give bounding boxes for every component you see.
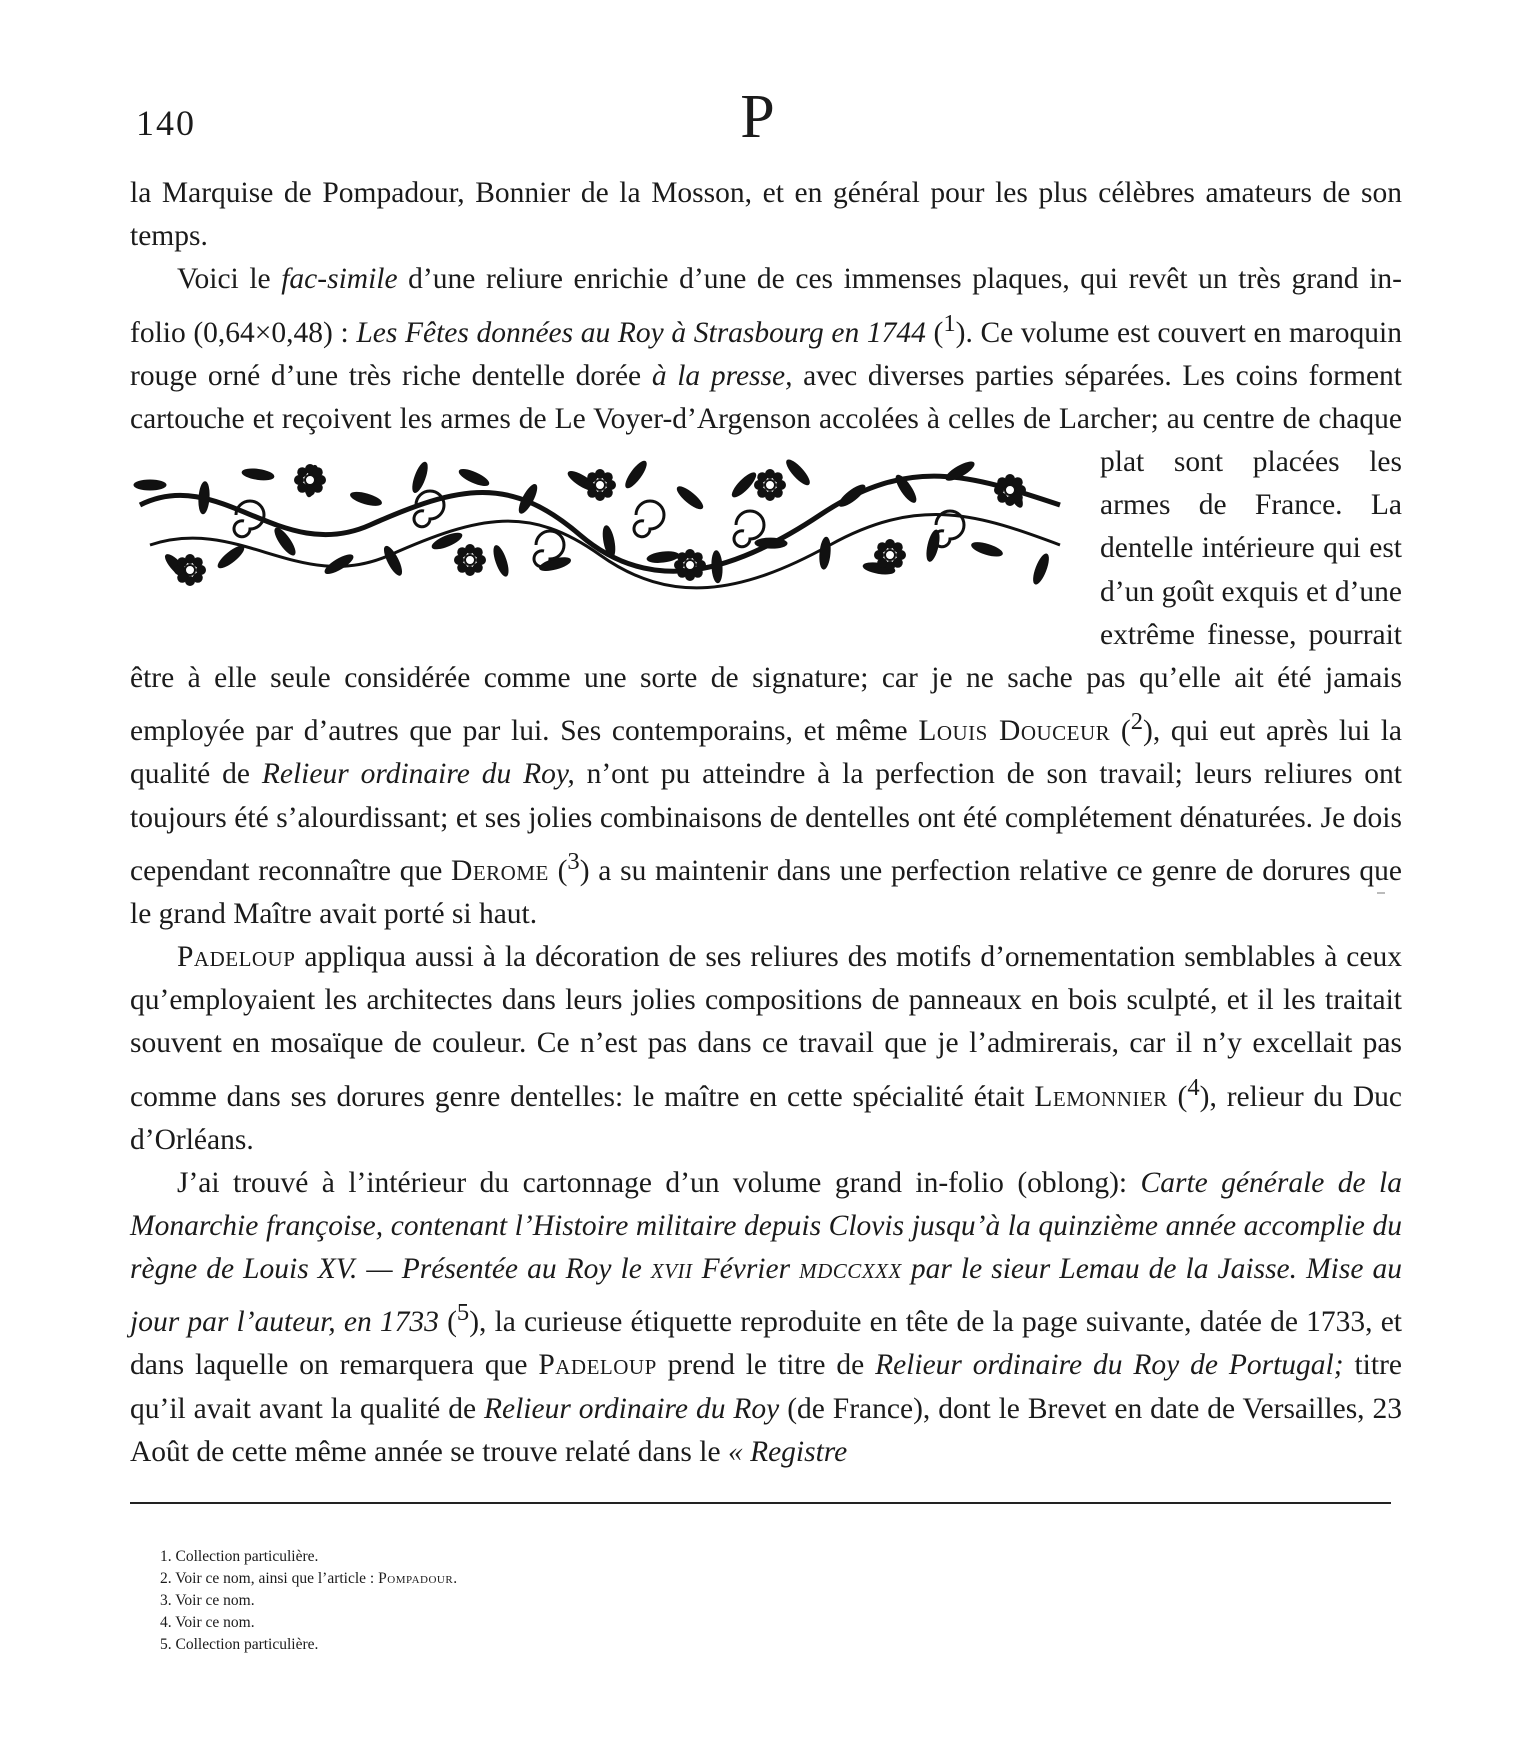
text-run: [130, 360, 1402, 747]
floral-ornament-svg: [130, 445, 1078, 605]
footnote-text: Voir ce nom.: [175, 1614, 255, 1631]
text-run: ) a su maintenir dans une perfection relative ce genre de dorures que le grand Maître avait porté si haut.: [130, 854, 1402, 930]
italic-text: Relieur ordinaire du Roy,: [261, 758, 575, 791]
footnote-number: 5.: [160, 1636, 172, 1653]
paragraph-2: [130, 258, 1402, 936]
paragraph-1: la Marquise de Pompadour, Bonnier de la Mosson, et en général pour les plus célèbres amateurs de son temps.: [130, 177, 1402, 253]
small-caps-name: Derome: [451, 854, 549, 887]
page-header: [0, 82, 1515, 162]
text-run: d’une reliure enrichie d’une de ces immenses plaques, qui revêt un très grand in-folio (0,64×0,48) :: [130, 263, 1402, 349]
footnote-text: Collection particulière.: [175, 1636, 319, 1653]
footnote-1: [160, 1546, 457, 1568]
footnote-number: 4.: [160, 1614, 172, 1631]
footnotes: [160, 1546, 457, 1656]
italic-text: Relieur ordinaire du Roy: [483, 1392, 780, 1425]
text-run: avec diverses parties séparées. Les coins forment cartouche et reçoivent les armes de Le Voyer-d’Argenson accolées: [130, 359, 1402, 435]
footnote-4: [160, 1612, 457, 1634]
text-run: prend le titre de: [656, 1349, 876, 1382]
small-caps-name: Padeloup: [177, 940, 296, 973]
text-run: n’ont pu atteindre à la perfection de son travail; leurs reliures ont toujours été s’alourdissant; et ses jolies combinaisons de dentelles ont été complétement dénaturées. Je dois cependant reconnaître que: [130, 758, 1402, 887]
paragraph-4: [130, 1162, 1402, 1474]
text-run: à celles de Larcher; au centre de chaque plat sont placées les armes de France. La dentelle intérieure qui est d’un goût exquis et d’une extrême finesse, pourrait être à elle seule considérée comme une sorte de signature; car je ne sache pas qu’elle ait été jamais employée par d’autres que par lui. Ses contemporains, et même: [130, 402, 1402, 748]
footnote-ref: 4: [1187, 1073, 1200, 1101]
italic-text: « Registre: [727, 1435, 848, 1468]
text-run: ), la curieuse étiquette reproduite en tête de la page suivante, datée de 1733, et dans laquelle on remarquera que: [130, 1306, 1402, 1382]
footnote-text: Collection particulière.: [175, 1548, 319, 1565]
text-run: (: [438, 1306, 457, 1339]
footnote-rule: [130, 1502, 1391, 1504]
text-run: Voici le: [177, 263, 282, 296]
footnote-5: [160, 1634, 457, 1656]
small-caps-name: Padeloup: [538, 1349, 657, 1382]
footnote-ref: 1: [943, 309, 956, 337]
footnote-ref: 3: [567, 847, 580, 875]
footnote-3: [160, 1590, 457, 1612]
text-run: ), relieur du Duc d’Orléans.: [130, 1080, 1403, 1156]
text-run: (: [548, 854, 568, 887]
footnote-number: 3.: [160, 1592, 172, 1609]
italic-text: Relieur ordinaire du Roy de Portugal;: [875, 1349, 1344, 1382]
small-caps-name: Lemonnier: [1034, 1080, 1168, 1113]
running-head-letter: P: [740, 83, 775, 151]
paragraph-3: [130, 936, 1402, 1162]
footnote-small-caps: Pompadour: [378, 1570, 454, 1587]
italic-title: Carte générale de la Monarchie françoise, contenant l’Histoire militaire depuis Clovis jusqu’à la quinzième année accomplie du règne de Louis XV. — Présentée au Roy le: [130, 1166, 1402, 1286]
footnote-number: 1.: [160, 1548, 172, 1565]
floral-ornament: [130, 445, 1078, 615]
text-run: (: [925, 316, 944, 349]
text-run: (: [1110, 715, 1131, 748]
roman-numeral: mdccxxx: [799, 1253, 902, 1286]
footnote-number: 2.: [160, 1570, 172, 1587]
text-run: (: [1167, 1080, 1188, 1113]
italic-title: Février: [692, 1253, 800, 1286]
footnote-text: Voir ce nom.: [175, 1592, 255, 1609]
small-caps-name: Louis Douceur: [918, 715, 1111, 748]
footnote-ref: 2: [1130, 708, 1143, 736]
italic-title: Les Fêtes données au Roy à Strasbourg en 1744: [356, 316, 926, 349]
body-text: [130, 172, 1402, 1474]
italic-title: par le sieur Lemau de la Jaisse. Mise au jour par l’auteur, en 1733: [130, 1253, 1402, 1339]
italic-text: à la presse,: [651, 359, 793, 392]
text-run: titre qu’il avait avant la qualité de: [130, 1349, 1402, 1425]
footnote-2: [160, 1568, 457, 1590]
text-run: (de France), dont le Brevet en date de Versailles, 23 Août de cette même année se trouve relaté dans le: [130, 1392, 1403, 1468]
text-run: ), qui eut après lui la qualité de: [130, 715, 1403, 791]
footnote-text: .: [453, 1570, 458, 1587]
roman-numeral: xvii: [650, 1253, 693, 1286]
text-run: appliqua aussi à la décoration de ses reliures des motifs d’ornementation semblables à ceux qu’employaient les architectes dans leurs jolies compositions de panneaux en bois sculpté, et il les traitait souvent en mosaïque de couleur. Ce n’est pas dans ce travail que je l’admirerais, car il n’y excellait pas comme dans ses dorures genre dentelles: le maître en cette spécialité était: [130, 940, 1402, 1113]
footnote-text: Voir ce nom, ainsi que l’article :: [175, 1570, 379, 1587]
text-run: ). Ce volume est couvert en maroquin rouge orné d’une très riche dentelle dorée: [130, 316, 1403, 392]
footnote-ref: 5: [456, 1299, 470, 1327]
page-number: 140: [136, 103, 196, 143]
stray-mark: [1377, 892, 1385, 894]
italic-text: fac-simile: [281, 263, 398, 296]
text-run: J’ai trouvé à l’intérieur du cartonnage d’un volume grand in-folio (oblong):: [177, 1166, 1141, 1199]
